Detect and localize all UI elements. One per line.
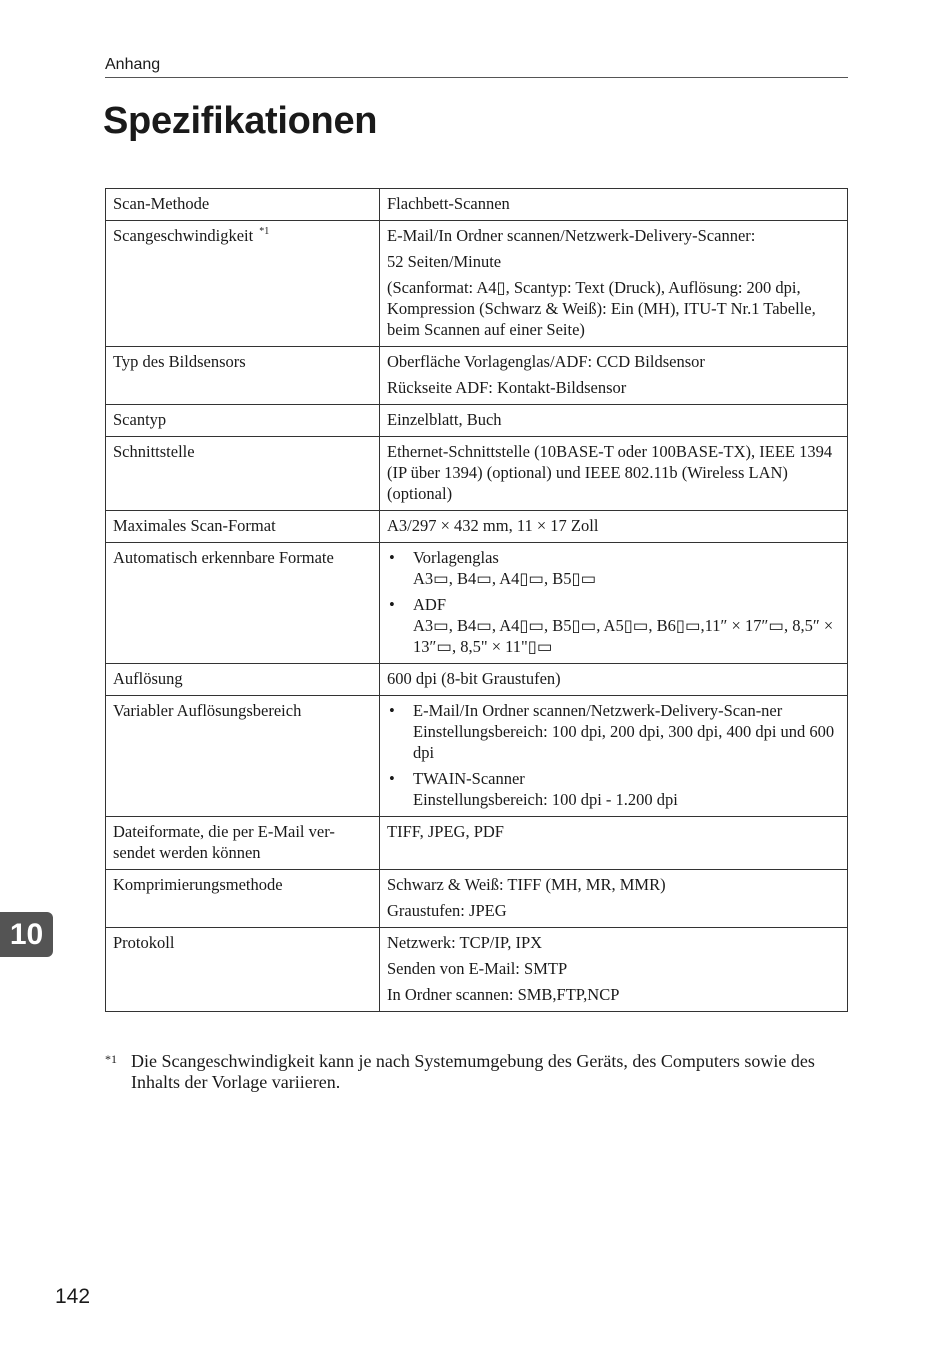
table-row <box>106 221 848 347</box>
bullet-body: A3▭, B4▭, A4▯▭, B5▯▭ <box>413 569 597 588</box>
table-row <box>106 817 848 870</box>
value-line: E-Mail/In Ordner scannen/Netzwerk-Delivery-Scanner: <box>387 226 756 245</box>
spec-label <box>106 221 380 347</box>
spec-label: Automatisch erkennbare Formate <box>106 543 380 664</box>
spec-value <box>380 817 848 870</box>
spec-value <box>380 664 848 696</box>
bullet-list <box>387 700 840 810</box>
value-line: Ethernet-Schnittstelle (10BASE-T oder 100BASE-TX), IEEE 1394 (IP über 1394) (optional) und IEEE 802.11b (Wireless LAN) (optional) <box>387 442 833 503</box>
value-line: Schwarz & Weiß: TIFF (MH, MR, MMR) <box>387 875 666 894</box>
table-row <box>106 664 848 696</box>
spec-value <box>380 221 848 347</box>
running-header: Anhang <box>105 56 848 78</box>
footnote <box>105 1051 850 1093</box>
value-line: 600 dpi (8-bit Graustufen) <box>387 669 561 688</box>
spec-value <box>380 437 848 511</box>
spec-value <box>380 870 848 928</box>
value-line: Netzwerk: TCP/IP, IPX <box>387 933 543 952</box>
table-row <box>106 870 848 928</box>
spec-value <box>380 347 848 405</box>
value-line: Graustufen: JPEG <box>387 901 507 920</box>
spec-label: Protokoll <box>106 928 380 1012</box>
table-row <box>106 405 848 437</box>
table-row <box>106 543 848 664</box>
footnote-marker: *1 <box>105 1052 117 1066</box>
list-item <box>387 547 840 589</box>
table-row <box>106 437 848 511</box>
value-line: Rückseite ADF: Kontakt-Bildsensor <box>387 378 627 397</box>
spec-value <box>380 189 848 221</box>
spec-label: Dateiformate, die per E-Mail ver-sendet werden können <box>106 817 380 870</box>
table-row <box>106 511 848 543</box>
spec-label: Auflösung <box>106 664 380 696</box>
bullet-body: Einstellungsbereich: 100 dpi, 200 dpi, 300 dpi, 400 dpi und 600 dpi <box>413 722 835 762</box>
page-number: 142 <box>55 1285 91 1308</box>
spec-value <box>380 543 848 664</box>
spec-label: Maximales Scan-Format <box>106 511 380 543</box>
value-line: (Scanformat: A4▯, Scantyp: Text (Druck), Auflösung: 200 dpi, Kompression (Schwarz & Weiß): Ein (MH), ITU-T Nr.1 Tabelle, beim Scannen auf einer Seite) <box>387 278 816 339</box>
chapter-tab: 10 <box>0 912 53 957</box>
value-line: TIFF, JPEG, PDF <box>387 822 504 841</box>
table-row <box>106 696 848 817</box>
table-row <box>106 928 848 1012</box>
list-item <box>387 594 840 657</box>
value-line: In Ordner scannen: SMB,FTP,NCP <box>387 985 620 1004</box>
spec-label: Schnittstelle <box>106 437 380 511</box>
list-item <box>387 768 840 810</box>
spec-value <box>380 696 848 817</box>
spec-label: Komprimierungsmethode <box>106 870 380 928</box>
value-line: Flachbett-Scannen <box>387 194 510 213</box>
spec-label: Typ des Bildsensors <box>106 347 380 405</box>
page-title: Spezifikationen <box>103 100 378 142</box>
value-line: Einzelblatt, Buch <box>387 410 502 429</box>
footnote-text: Die Scangeschwindigkeit kann je nach Systemumgebung des Geräts, des Computers sowie des Inhalts der Vorlage variieren. <box>131 1051 815 1092</box>
spec-value <box>380 511 848 543</box>
spec-label: Scan-Methode <box>106 189 380 221</box>
spec-label: Scantyp <box>106 405 380 437</box>
table-row <box>106 347 848 405</box>
label-text: Scangeschwindigkeit <box>113 226 254 245</box>
value-line: Senden von E-Mail: SMTP <box>387 959 568 978</box>
bullet-head: • TWAIN-Scanner <box>413 769 525 788</box>
value-line: 52 Seiten/Minute <box>387 252 502 271</box>
spec-value <box>380 405 848 437</box>
specifications-table <box>105 188 848 1012</box>
table-row <box>106 189 848 221</box>
bullet-head: • E-Mail/In Ordner scannen/Netzwerk-Delivery-Scan-ner <box>413 701 783 720</box>
spec-label: Variabler Auflösungsbereich <box>106 696 380 817</box>
list-item <box>387 700 840 763</box>
bullet-head: • ADF <box>413 595 447 614</box>
value-line: A3/297 × 432 mm, 11 × 17 Zoll <box>387 516 599 535</box>
footnote-ref: *1 <box>259 226 270 237</box>
spec-value <box>380 928 848 1012</box>
value-line: Oberfläche Vorlagenglas/ADF: CCD Bildsensor <box>387 352 705 371</box>
bullet-body: A3▭, B4▭, A4▯▭, B5▯▭, A5▯▭, B6▯▭,11″ × 17″▭, 8,5″ × 13″▭, 8,5" × 11"▯▭ <box>413 616 834 656</box>
bullet-list <box>387 547 840 657</box>
bullet-head: • Vorlagenglas <box>413 548 499 567</box>
bullet-body: Einstellungsbereich: 100 dpi - 1.200 dpi <box>413 790 678 809</box>
